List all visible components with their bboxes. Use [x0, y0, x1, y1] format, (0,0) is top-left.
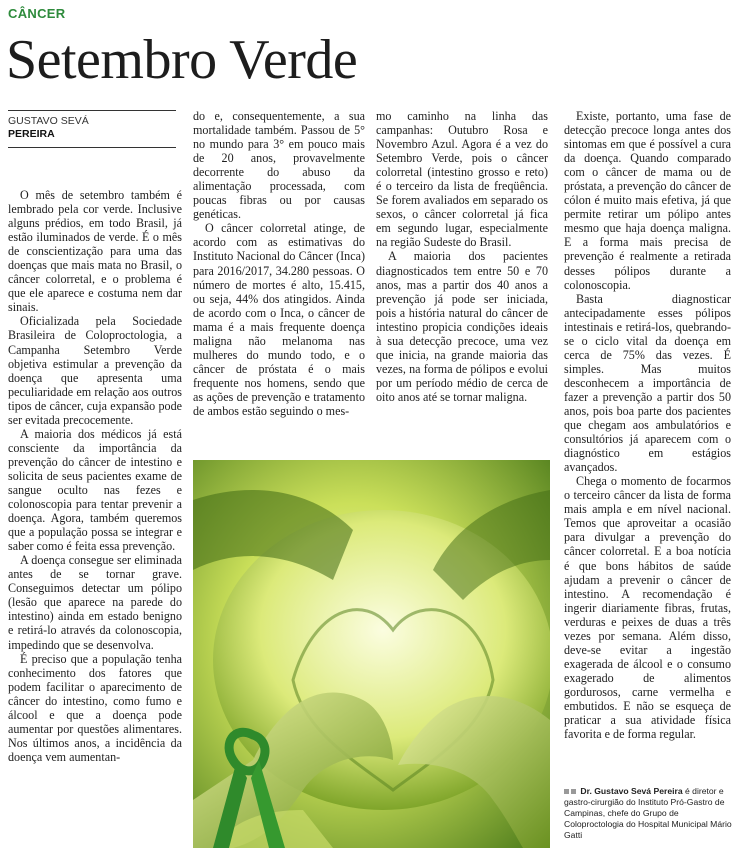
paragraph: Existe, portanto, uma fase de detecção precoce longa antes dos sintomas em que é possível a cura da doença. Quando comparado com o câncer de mama ou de próstata, a prevenção do câncer de cólon é muito mais efetiva, já que permite retirar um pólipo antes mesmo que haja doença maligna. E a forma mais precisa de prevenção é realmente a retirada desses pólipos durante a colonoscopia.	[564, 109, 731, 292]
article-column-3	[376, 109, 548, 449]
headline: Setembro Verde	[6, 29, 358, 91]
paragraph: Oficializada pela Sociedade Brasileira de Coloproctologia, a Campanha Setembro Verde objetiva estimular a prevenção da doença que apresenta uma peculiaridade em relação aos outros tipos de câncer, cuja expansão pode ser evitada precocemente.	[8, 314, 182, 427]
caption-text: é diretor e gastro-cirurgião do Instituto Pró-Gastro de Campinas, chefe do Grupo de Coloproctologia do Hospital Municipal Mário Gatti	[564, 786, 732, 840]
paragraph: do e, consequentemente, a sua mortalidade também. Passou de 5° no mundo para 3° em pouco mais de 20 anos, provavelmente decorrente do abuso da alimentação processada, com poucas fibras ou por causas genéticas.	[193, 109, 365, 222]
paragraph: O câncer colorretal atinge, de acordo com as estimativas do Instituto Nacional do Câncer (Inca) para 2016/2017, 34.280 pessoas. O número de mortes é alto, 15.415, ou seja, 44% dos atingidos. Ainda de acordo com o Inca, o câncer de mama é a mais frequente doença maligna não melanoma nas mulheres do mundo todo, e o câncer de próstata é o mais frequente nos homens, sendo que as ações de prevenção e tratamento de ambos estão seguindo o mes-	[193, 221, 365, 418]
caption-square-icon	[571, 789, 576, 794]
paragraph: Chega o momento de focarmos o terceiro câncer da lista de forma mais ampla e em nível nacional. Temos que aproveitar a ocasião para divulgar a prevenção do câncer colorretal. E a boa notícia é que bons hábitos de saúde ajudam a prevenir o câncer de intestino. A recomendação é ingerir diariamente fibras, frutas, verduras e peixes de duas a três vezes por semana. Além disso, deve-se evitar a ingestão exagerada de álcool e o consumo exagerado de alimentos gordurosos, carne vermelha e embutidos. E não se esqueça de praticar a sua atividade física favorita e de forma regular.	[564, 474, 731, 742]
paragraph: A maioria dos pacientes diagnosticados tem entre 50 e 70 anos, mas a partir dos 40 anos a prevenção já pode ser iniciada, pois a história natural do câncer de intestino propicia condições ideais à sua detecção precoce, uma vez que inicia, na grande maioria das vezes, na forma de pólipos e evolui por um período médio de cerca de oito anos até se tornar maligna.	[376, 249, 548, 404]
byline-last-name: PEREIRA	[8, 128, 55, 140]
byline-first-name: GUSTAVO SEVÁ	[8, 115, 89, 127]
section-label: CÂNCER	[8, 6, 66, 21]
paragraph: É preciso que a população tenha conhecimento dos fatores que podem facilitar o aparecimento de câncer do intestino, como fumo e álcool e que a doença pode aumentar por questões alimentares. Nos últimos anos, a incidência da doença vem aumentan-	[8, 651, 182, 764]
paragraph: Basta diagnosticar antecipadamente esses pólipos intestinais e retirá-los, quebrando-se o ciclo vital da doença em cerca de 75% das vezes. É simples. Mas muitos desconhecem a importância de fazer a prevenção a partir dos 50 anos, pois boa parte dos pacientes que chegam aos ambulatórios e consultórios já aparecem com o diagnóstico em estágios avançados.	[564, 291, 731, 475]
byline	[8, 110, 176, 148]
hands-heart-photo	[193, 460, 550, 848]
paragraph: A doença consegue ser eliminada antes de se tornar grave. Conseguimos detectar um pólipo (lesão que aparece na parede do intestino) ainda em estado benigno e retirá-lo através da colonoscopia, impedindo que se desenvolva.	[8, 553, 182, 652]
paragraph: A maioria dos médicos já está consciente da importância da prevenção do câncer de intestino e solicita de seus pacientes exame de sangue oculto nas fezes e colonoscopia para tentar prevenir a doença. Agora, também queremos que a população possa se integrar e saber como é feita essa prevenção.	[8, 426, 182, 554]
caption-author: Dr. Gustavo Sevá Pereira	[580, 786, 683, 796]
article-column-4	[564, 109, 731, 777]
article-photo	[193, 460, 550, 848]
article-column-2	[193, 109, 365, 449]
author-caption	[564, 786, 732, 841]
paragraph: mo caminho na linha das campanhas: Outubro Rosa e Novembro Azul. Agora é a vez do Setembro Verde, pois o câncer colorretal (intestino grosso e reto) é o terceiro da lista de freqüência. Se forem avaliados em separado os sexos, o câncer colorretal já fica em segundo lugar, especialmente na região Sudeste do Brasil.	[376, 109, 548, 250]
paragraph: O mês de setembro também é lembrado pela cor verde. Inclusive alguns prédios, em todo Brasil, já estão iluminados de verde. É o mês de conscientização para uma das doenças que mais mata no Brasil, o câncer colorretal, e o problema é que ele aparece e costuma nem dar sinais.	[8, 188, 182, 315]
caption-square-icon	[564, 789, 569, 794]
article-column-1	[8, 188, 182, 848]
